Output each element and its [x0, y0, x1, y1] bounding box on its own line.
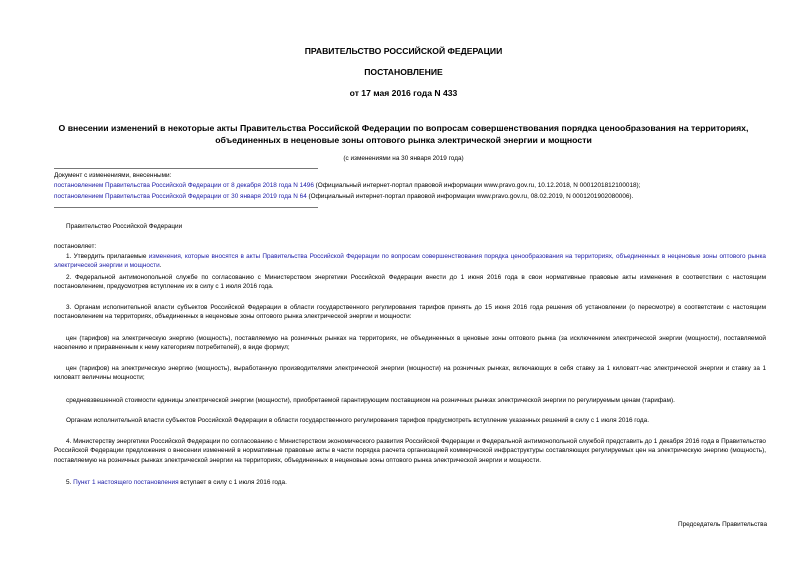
paragraph-3: 3. Органам исполнительной власти субъектов Российской Федерации в области государственного регулирования тарифов принять до 15 июня 2016 года решения об установлении (о пересмотре) в соответствии с настоящим постановлением на территориях, объединенных в неценовые зоны оптового рынка электрической энергии и мощности: — [54, 304, 766, 321]
document-date-number: от 17 мая 2016 года N 433 — [349, 88, 458, 98]
amendment-source-1: (Официальный интернет-портал правовой информации www.pravo.gov.ru, 10.12.2018, N 0001201812100018); — [313, 182, 641, 189]
paragraph-1 — [54, 252, 766, 271]
government-heading: ПРАВИТЕЛЬСТВО РОССИЙСКОЙ ФЕДЕРАЦИИ — [304, 46, 503, 56]
point-1-link[interactable]: Пункт 1 настоящего постановления — [73, 479, 179, 486]
paragraph-5-start: 5. — [66, 479, 74, 486]
amendment-link-2[interactable]: постановлением Правительства Российской Федерации от 30 января 2019 года N 64 — [54, 193, 307, 200]
document-title: О внесении изменений в некоторые акты Правительства Российской Федерации по вопросам совершенствования порядка ценообразования на территориях, объединенных в неценовые зоны оптового рынка электрической энергии и мощности — [58, 123, 749, 145]
paragraph-4: 4. Министерству энергетики Российской Федерации по согласованию с Министерством экономического развития Российской Федерации и Федеральной антимонопольной службой представить до 1 декабря 2016 года в Правительство Российской Федерации предложения о внесении изменений в нормативные правовые акты в части порядка расчета организацией коммерческой инфраструктуры составляющих регулируемых цен на электрическую энергию (мощность), поставляемую на розничных рынках электрической энергии на территориях, объединенных в неценовые зоны оптового рынка электрической энергии и мощности. — [54, 438, 766, 464]
paragraph-5 — [54, 478, 766, 487]
amended-note: (с изменениями на 30 января 2019 года) — [343, 155, 464, 162]
separator-top — [54, 168, 318, 169]
paragraph-3-note: Органам исполнительной власти субъектов Российской Федерации в области государственного регулирования тарифов предусмотреть вступление указанных решений в силу с 1 июля 2016 года. — [66, 417, 649, 424]
amendment-item — [54, 181, 640, 190]
paragraph-5-end: вступает в силу с 1 июля 2016 года. — [178, 479, 287, 486]
paragraph-3-item-1: цен (тарифов) на электрическую энергию (мощность), поставляемую на розничных рынках на территориях, не объединенных в ценовые зоны оптового рынка (за исключением электрической энергии (мощности), поставляемой населению и приравненным к нему категориям потребителей), в виде формул; — [54, 335, 766, 352]
paragraph-3-item-2: цен (тарифов) на электрическую энергию (мощность), выработанную производителями электрической энергии (мощности) на розничных рынках, включающих в себя ставку за 1 киловатт-час электрической энергии и ставку за 1 киловатт величины мощности; — [54, 365, 766, 382]
paragraph-2: 2. Федеральной антимонопольной службе по согласованию с Министерством энергетики Российской Федерации внести до 1 июня 2016 года в свои нормативные правовые акты изменения в соответствии с настоящим постановлением, предусмотрев вступление их в силу с 1 июля 2016 года. — [54, 274, 766, 291]
amendment-item — [54, 192, 633, 201]
paragraph-1-start: 1. Утвердить прилагаемые — [66, 253, 149, 260]
amendment-link-1[interactable]: постановлением Правительства Российской Федерации от 8 декабря 2018 года N 1496 — [54, 182, 314, 189]
paragraph-1-end: . — [159, 262, 162, 270]
decrees-word: постановляет: — [54, 243, 97, 250]
changes-link[interactable]: изменения, которые вносятся в акты Правительства Российской Федерации по вопросам совершенствования порядка ценообразования на территориях, объединенных в неценовые зоны оптового рынка электрической энергии и мощности — [54, 253, 766, 270]
signature: Председатель Правительства — [678, 521, 767, 528]
amendment-source-2: (Официальный интернет-портал правовой информации www.pravo.gov.ru, 08.02.2019, N 0001201902080006). — [306, 193, 634, 200]
separator-bottom — [54, 207, 318, 208]
issuer: Правительство Российской Федерации — [66, 223, 183, 230]
paragraph-3-item-3: средневзвешенной стоимости единицы электрической энергии (мощности), приобретаемой гарантирующим поставщиком на розничных рынках электрической энергии по регулируемым ценам (тарифам). — [66, 397, 675, 404]
document-type: ПОСТАНОВЛЕНИЕ — [364, 67, 443, 77]
amendments-intro: Документ с изменениями, внесенными: — [54, 172, 172, 179]
